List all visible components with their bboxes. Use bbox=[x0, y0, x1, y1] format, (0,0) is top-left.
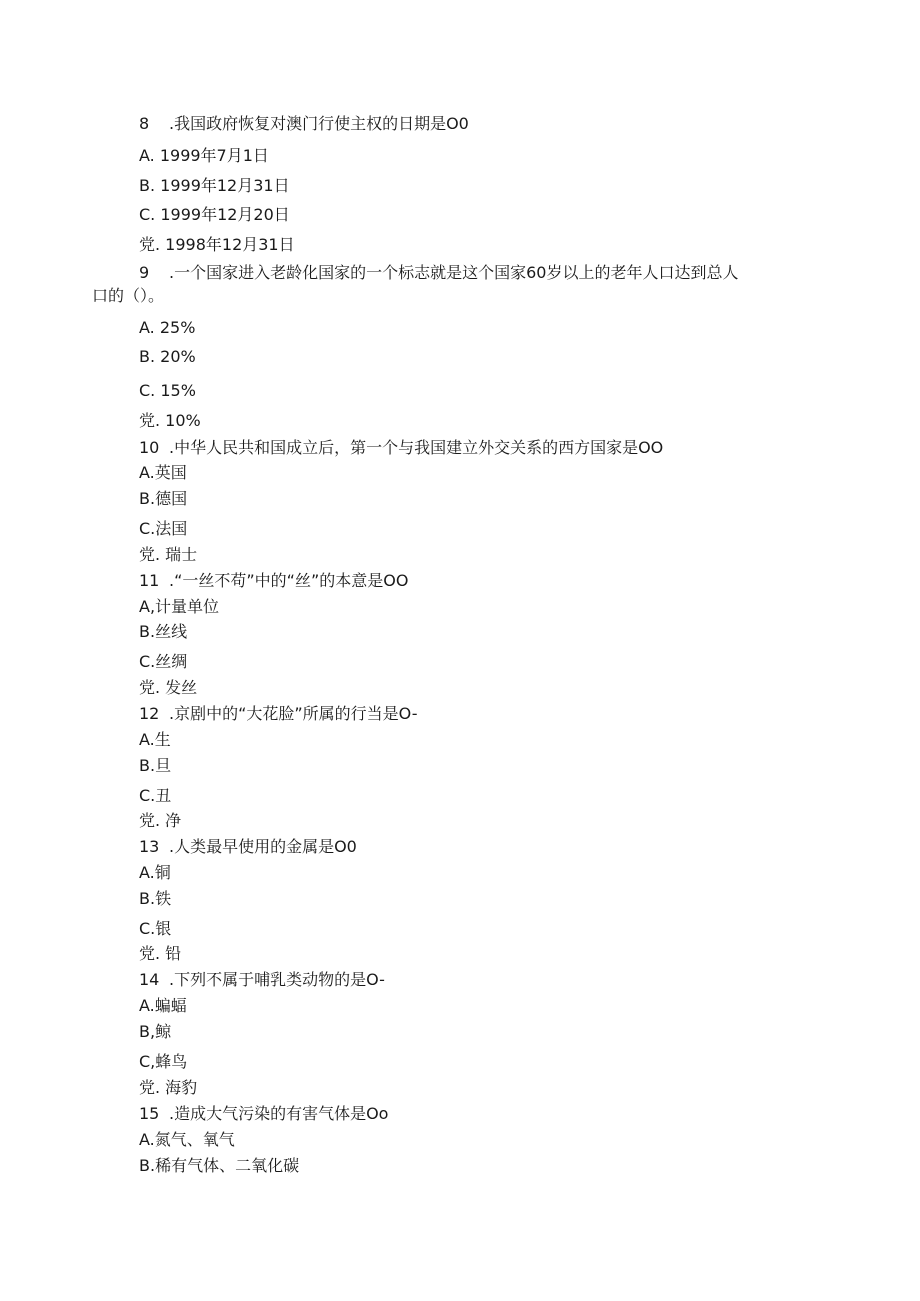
option-b: B.旦 bbox=[139, 756, 172, 775]
option-b: B. 1999年12月31日 bbox=[139, 176, 290, 195]
question-12 bbox=[139, 704, 417, 724]
option-a: A. 1999年7月1日 bbox=[139, 146, 269, 165]
option-a: A.铜 bbox=[139, 863, 171, 882]
question-15 bbox=[139, 1104, 388, 1124]
question-text: .我国政府恢复对澳门行使主权的日期是O0 bbox=[169, 114, 469, 133]
question-number: 9 bbox=[139, 263, 150, 282]
question-number: 8 bbox=[139, 114, 150, 133]
option-b: B. 20% bbox=[139, 347, 196, 366]
option-a: A.蝙蝠 bbox=[139, 996, 187, 1015]
question-text: .一个国家进入老龄化国家的一个标志就是这个国家60岁以上的老年人口达到总人 bbox=[169, 263, 739, 282]
option-d: 党. 瑞士 bbox=[139, 545, 198, 564]
question-text: .中华人民共和国成立后，第一个与我国建立外交关系的西方国家是OO bbox=[169, 438, 664, 457]
option-d: 党. 铅 bbox=[139, 944, 182, 963]
option-a: A.英国 bbox=[139, 463, 187, 482]
option-c: C. 1999年12月20日 bbox=[139, 205, 290, 224]
option-d: 党. 发丝 bbox=[139, 678, 198, 697]
option-b: B.丝线 bbox=[139, 622, 188, 641]
question-text: .人类最早使用的金属是O0 bbox=[169, 837, 357, 856]
option-c: C.丝绸 bbox=[139, 652, 188, 671]
option-d: 党. 净 bbox=[139, 811, 182, 830]
option-d: 党. 1998年12月31日 bbox=[139, 235, 295, 254]
option-c: C. 15% bbox=[139, 381, 196, 400]
option-c: C.丑 bbox=[139, 786, 172, 805]
question-8 bbox=[139, 114, 469, 134]
question-text-continued: 口的（）。 bbox=[92, 286, 165, 305]
question-text: .“一丝不苟”中的“丝”的本意是OO bbox=[169, 571, 409, 590]
question-number: 12 bbox=[139, 704, 160, 723]
option-b: B.稀有气体、二氧化碳 bbox=[139, 1156, 300, 1175]
question-number: 13 bbox=[139, 837, 160, 856]
option-c: C.银 bbox=[139, 919, 172, 938]
question-14 bbox=[139, 970, 385, 990]
question-number: 14 bbox=[139, 970, 160, 989]
question-text: .造成大气污染的有害气体是Oo bbox=[169, 1104, 389, 1123]
option-d: 党. 10% bbox=[139, 411, 201, 430]
question-11 bbox=[139, 571, 408, 591]
question-13 bbox=[139, 837, 357, 857]
question-9 bbox=[139, 263, 738, 283]
option-c: C.法国 bbox=[139, 519, 188, 538]
question-text: .京剧中的“大花脸”所属的行当是O- bbox=[169, 704, 418, 723]
option-b: B,鲸 bbox=[139, 1022, 172, 1041]
option-a: A,计量单位 bbox=[139, 597, 220, 616]
option-c: C,蜂鸟 bbox=[139, 1052, 188, 1071]
option-a: A.氮气、氧气 bbox=[139, 1130, 235, 1149]
option-a: A. 25% bbox=[139, 318, 196, 337]
option-a: A.生 bbox=[139, 730, 171, 749]
question-number: 10 bbox=[139, 438, 160, 457]
question-number: 15 bbox=[139, 1104, 160, 1123]
question-number: 11 bbox=[139, 571, 160, 590]
option-d: 党. 海豹 bbox=[139, 1078, 198, 1097]
question-10 bbox=[139, 438, 663, 458]
question-text: .下列不属于哺乳类动物的是O- bbox=[169, 970, 385, 989]
option-b: B.德国 bbox=[139, 489, 188, 508]
option-b: B.铁 bbox=[139, 889, 172, 908]
